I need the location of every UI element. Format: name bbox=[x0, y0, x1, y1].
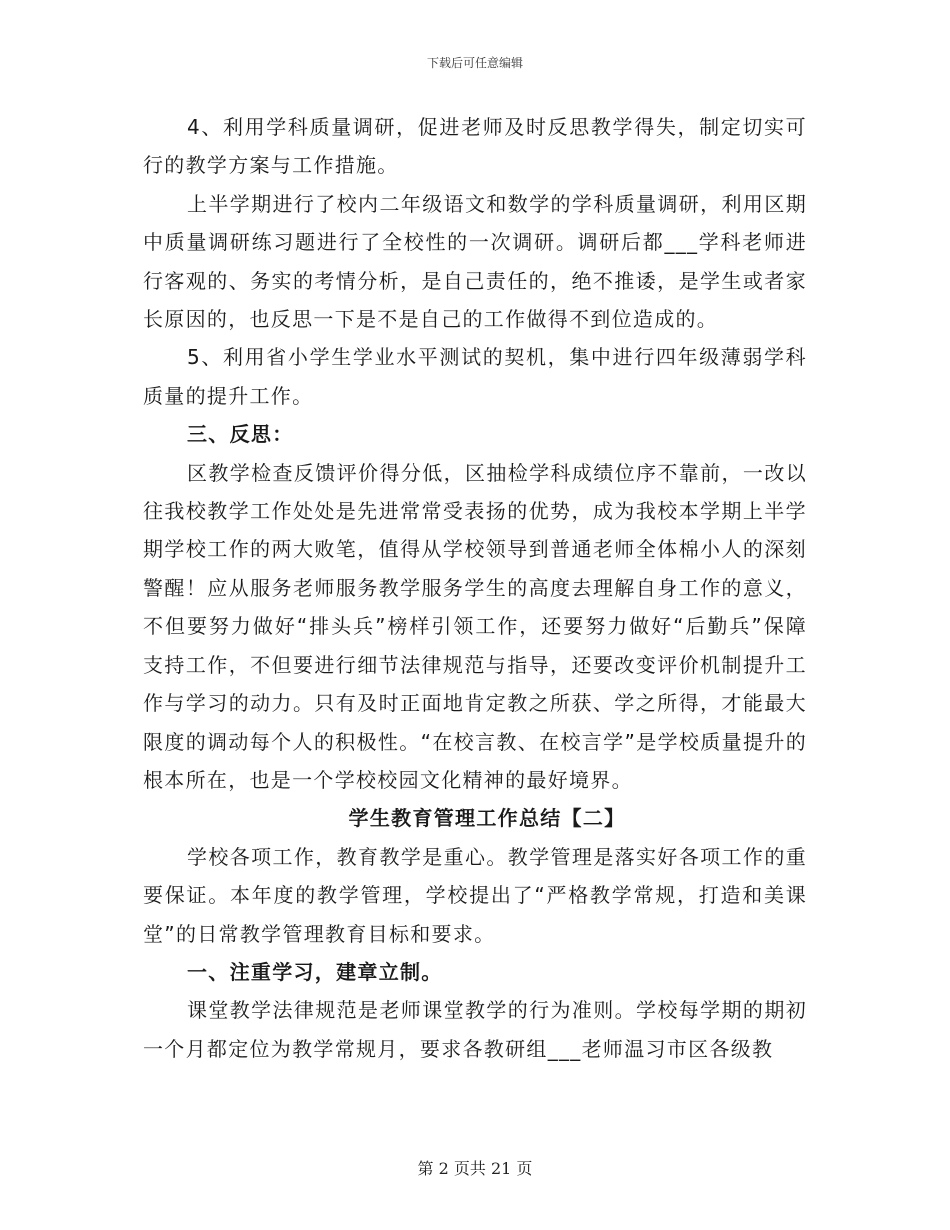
page-number: 第 2 页共 21 页 bbox=[417, 1159, 533, 1178]
section-title: 学生教育管理工作总结【二】 bbox=[348, 806, 626, 831]
paragraph: 上半学期进行了校内二年级语文和数学的学科质量调研，利用区期中质量调研练习题进行了全校性的一次调研。调研后都___学科老师进行客观的、务实的考情分析，是自己责任的，绝不推诿，是学生或者家长原因的，也反思一下是不是自己的工作做得不到位造成的。 bbox=[143, 191, 807, 332]
section-heading: 一、注重学习，建章立制。 bbox=[187, 959, 443, 984]
section-heading: 三、反思： bbox=[187, 422, 294, 447]
paragraph: 学校各项工作，教育教学是重心。教学管理是落实好各项工作的重要保证。本年度的教学管理，学校提出了“严格教学常规，打造和美课堂”的日常教学管理教育目标和要求。 bbox=[143, 844, 807, 946]
paragraph: 课堂教学法律规范是老师课堂教学的行为准则。学校每学期的期初一个月都定位为教学常规月，要求各教研组___老师温习市区各级教 bbox=[143, 998, 807, 1061]
header-note: 下载后可任意编辑 bbox=[426, 56, 523, 70]
paragraph: 5、利用省小学生学业水平测试的契机，集中进行四年级薄弱学科质量的提升工作。 bbox=[143, 345, 807, 408]
paragraph: 4、利用学科质量调研，促进老师及时反思教学得失，制定切实可行的教学方案与工作措施。 bbox=[143, 115, 807, 178]
document-body bbox=[143, 108, 807, 1068]
paragraph: 区教学检查反馈评价得分低，区抽检学科成绩位序不靠前，一改以往我校教学工作处处是先进常常受表扬的优势，成为我校本学期上半学期学校工作的两大败笔，值得从学校领导到普通老师全体棉小人的深刻警醒！应从服务老师服务教学服务学生的高度去理解自身工作的意义，不但要努力做好“排头兵”榜样引领工作，还要努力做好“后勤兵”保障支持工作，不但要进行细节法律规范与指导，还要改变评价机制提升工作与学习的动力。只有及时正面地肯定教之所获、学之所得，才能最大限度的调动每个人的积极性。“在校言教、在校言学”是学校质量提升的根本所在，也是一个学校校园文化精神的最好境界。 bbox=[143, 460, 807, 792]
